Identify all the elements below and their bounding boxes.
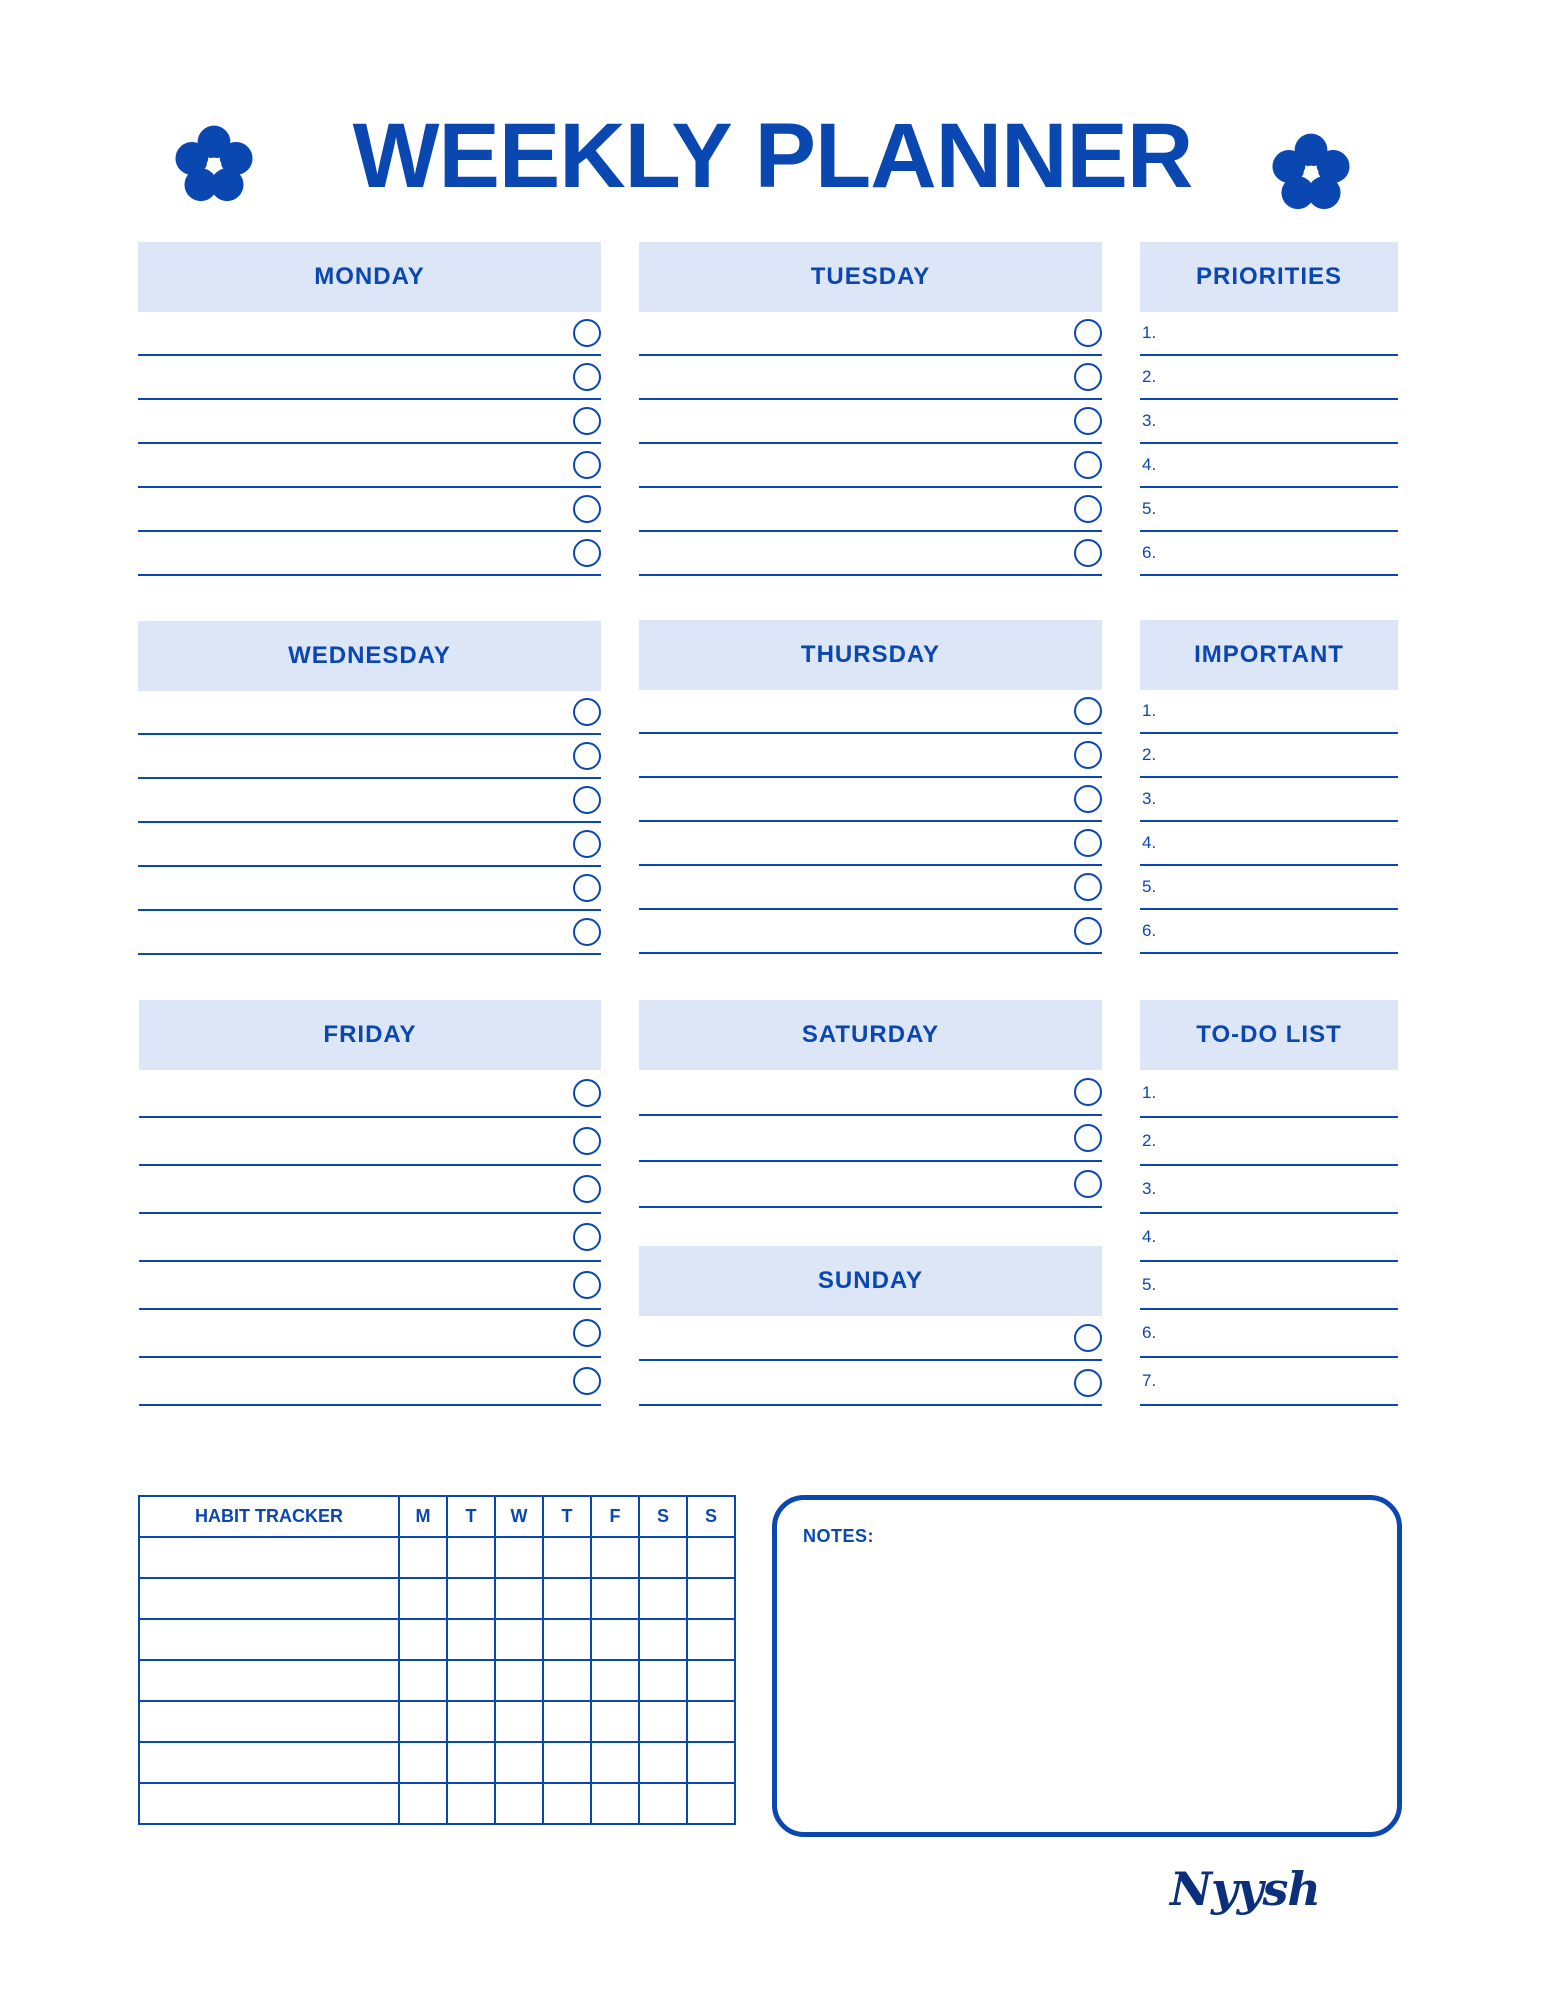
habit-check-cell[interactable] [687,1660,735,1701]
habit-check-cell[interactable] [591,1742,639,1783]
table-row [139,1619,735,1660]
task-line[interactable] [639,532,1102,576]
page-title: WEEKLY PLANNER [352,105,1193,207]
checkbox-circle-icon[interactable] [573,1271,601,1299]
checkbox-circle-icon[interactable] [573,830,601,858]
habit-day-header: T [447,1496,495,1537]
table-row [139,1660,735,1701]
checkbox-circle-icon[interactable] [573,786,601,814]
habit-name-cell[interactable] [139,1660,399,1701]
task-line[interactable] [139,1118,601,1166]
list-item[interactable]: 5. [1140,488,1398,532]
checkbox-circle-icon[interactable] [573,874,601,902]
checkbox-circle-icon[interactable] [573,918,601,946]
checkbox-circle-icon[interactable] [573,539,601,567]
habit-check-cell[interactable] [543,1537,591,1578]
task-line[interactable] [138,356,601,400]
thursday-header: THURSDAY [639,620,1102,690]
table-row [139,1537,735,1578]
task-line[interactable] [138,400,601,444]
task-line[interactable] [639,312,1102,356]
list-item[interactable]: 2. [1140,1118,1398,1166]
habit-check-cell[interactable] [495,1701,543,1742]
checkbox-circle-icon[interactable] [573,451,601,479]
wednesday-header: WEDNESDAY [138,621,601,691]
habit-name-cell[interactable] [139,1701,399,1742]
list-item[interactable]: 3. [1140,778,1398,822]
habit-check-cell[interactable] [687,1742,735,1783]
list-item[interactable]: 3. [1140,1166,1398,1214]
todo-header: TO-DO LIST [1140,1000,1398,1070]
habit-check-cell[interactable] [639,1783,687,1824]
habit-check-cell[interactable] [447,1701,495,1742]
task-line[interactable] [138,312,601,356]
checkbox-circle-icon[interactable] [1074,407,1102,435]
habit-check-cell[interactable] [543,1701,591,1742]
habit-check-cell[interactable] [495,1783,543,1824]
habit-check-cell[interactable] [399,1578,447,1619]
habit-name-cell[interactable] [139,1537,399,1578]
notes-label: NOTES: [803,1526,875,1546]
task-line[interactable] [639,1070,1102,1116]
task-line[interactable] [138,779,601,823]
habit-day-header: S [639,1496,687,1537]
habit-name-cell[interactable] [139,1742,399,1783]
list-item[interactable]: 2. [1140,734,1398,778]
list-item[interactable]: 4. [1140,1214,1398,1262]
list-item[interactable]: 3. [1140,400,1398,444]
habit-day-header: W [495,1496,543,1537]
task-line[interactable] [639,866,1102,910]
list-item[interactable]: 7. [1140,1358,1398,1406]
table-row [139,1578,735,1619]
task-line[interactable] [139,1070,601,1118]
checkbox-circle-icon[interactable] [1074,873,1102,901]
checkbox-circle-icon[interactable] [1074,1124,1102,1152]
checkbox-circle-icon[interactable] [573,1223,601,1251]
habit-check-cell[interactable] [447,1537,495,1578]
todo-section [1140,1000,1398,1406]
habit-check-cell[interactable] [591,1783,639,1824]
habit-check-cell[interactable] [399,1537,447,1578]
friday-section [139,1000,601,1406]
task-line[interactable] [138,532,601,576]
checkbox-circle-icon[interactable] [1074,917,1102,945]
checkbox-circle-icon[interactable] [573,1319,601,1347]
task-line[interactable] [138,735,601,779]
table-row [139,1783,735,1824]
habit-check-cell[interactable] [591,1619,639,1660]
checkbox-circle-icon[interactable] [1074,539,1102,567]
table-row [139,1742,735,1783]
habit-check-cell[interactable] [543,1619,591,1660]
habit-check-cell[interactable] [399,1701,447,1742]
habit-check-cell[interactable] [591,1701,639,1742]
priorities-section [1140,242,1398,576]
monday-header: MONDAY [138,242,601,312]
list-item[interactable]: 5. [1140,1262,1398,1310]
habit-check-cell[interactable] [687,1701,735,1742]
task-line[interactable] [639,400,1102,444]
wednesday-section [138,621,601,955]
important-section [1140,620,1398,954]
task-line[interactable] [639,910,1102,954]
list-item[interactable]: 6. [1140,910,1398,954]
habit-check-cell[interactable] [399,1783,447,1824]
habit-check-cell[interactable] [495,1742,543,1783]
friday-header: FRIDAY [139,1000,601,1070]
list-item[interactable]: 6. [1140,1310,1398,1358]
habit-day-header: T [543,1496,591,1537]
habit-check-cell[interactable] [447,1578,495,1619]
checkbox-circle-icon[interactable] [1074,1170,1102,1198]
habit-check-cell[interactable] [591,1578,639,1619]
checkbox-circle-icon[interactable] [1074,741,1102,769]
checkbox-circle-icon[interactable] [1074,697,1102,725]
checkbox-circle-icon[interactable] [1074,451,1102,479]
habit-check-cell[interactable] [399,1619,447,1660]
task-line[interactable] [639,734,1102,778]
checkbox-circle-icon[interactable] [1074,1369,1102,1397]
habit-check-cell[interactable] [495,1660,543,1701]
saturday-header: SATURDAY [639,1000,1102,1070]
habit-check-cell[interactable] [447,1742,495,1783]
checkbox-circle-icon[interactable] [1074,829,1102,857]
habit-check-cell[interactable] [399,1742,447,1783]
checkbox-circle-icon[interactable] [573,1127,601,1155]
task-line[interactable] [138,488,601,532]
task-line[interactable] [639,1116,1102,1162]
habit-check-cell[interactable] [543,1660,591,1701]
checkbox-circle-icon[interactable] [573,742,601,770]
task-line[interactable] [639,822,1102,866]
task-line[interactable] [139,1310,601,1358]
habit-check-cell[interactable] [543,1578,591,1619]
habit-check-cell[interactable] [591,1660,639,1701]
habit-check-cell[interactable] [399,1660,447,1701]
habit-check-cell[interactable] [639,1578,687,1619]
list-item[interactable]: 4. [1140,444,1398,488]
checkbox-circle-icon[interactable] [1074,495,1102,523]
list-item[interactable]: 6. [1140,532,1398,576]
habit-header-row [139,1496,735,1537]
sunday-header: SUNDAY [639,1246,1102,1316]
habit-check-cell[interactable] [447,1619,495,1660]
task-line[interactable] [639,778,1102,822]
brand-logo: Nyysh [1170,1862,1320,1916]
habit-check-cell[interactable] [591,1537,639,1578]
task-line[interactable] [639,488,1102,532]
saturday-section [639,1000,1102,1208]
checkbox-circle-icon[interactable] [1074,363,1102,391]
habit-tracker-table [138,1495,736,1825]
important-header: IMPORTANT [1140,620,1398,690]
task-line[interactable] [639,1162,1102,1208]
task-line[interactable] [139,1214,601,1262]
habit-check-cell[interactable] [639,1660,687,1701]
checkbox-circle-icon[interactable] [573,319,601,347]
habit-check-cell[interactable] [639,1619,687,1660]
habit-check-cell[interactable] [447,1660,495,1701]
list-item[interactable]: 1. [1140,690,1398,734]
habit-check-cell[interactable] [543,1783,591,1824]
habit-check-cell[interactable] [687,1783,735,1824]
habit-check-cell[interactable] [495,1619,543,1660]
task-line[interactable] [139,1358,601,1406]
monday-section [138,242,601,576]
task-line[interactable] [639,1361,1102,1406]
checkbox-circle-icon[interactable] [573,363,601,391]
thursday-section [639,620,1102,954]
checkbox-circle-icon[interactable] [573,1175,601,1203]
list-item[interactable]: 4. [1140,822,1398,866]
task-line[interactable] [138,691,601,735]
notes-box[interactable] [772,1495,1402,1837]
habit-check-cell[interactable] [639,1701,687,1742]
task-line[interactable] [139,1262,601,1310]
tuesday-header: TUESDAY [639,242,1102,312]
habit-check-cell[interactable] [687,1619,735,1660]
checkbox-circle-icon[interactable] [1074,319,1102,347]
task-line[interactable] [139,1166,601,1214]
task-line[interactable] [639,690,1102,734]
habit-name-cell[interactable] [139,1578,399,1619]
tuesday-section [639,242,1102,576]
sunday-section [639,1246,1102,1406]
checkbox-circle-icon[interactable] [1074,1324,1102,1352]
habit-name-cell[interactable] [139,1783,399,1824]
task-line[interactable] [138,867,601,911]
habit-check-cell[interactable] [639,1537,687,1578]
habit-name-cell[interactable] [139,1619,399,1660]
habit-check-cell[interactable] [495,1537,543,1578]
habit-day-header: S [687,1496,735,1537]
checkbox-circle-icon[interactable] [1074,1078,1102,1106]
habit-check-cell[interactable] [543,1742,591,1783]
priorities-header: PRIORITIES [1140,242,1398,312]
checkbox-circle-icon[interactable] [573,1079,601,1107]
habit-day-header: M [399,1496,447,1537]
checkbox-circle-icon[interactable] [573,407,601,435]
list-item[interactable]: 1. [1140,312,1398,356]
checkbox-circle-icon[interactable] [573,495,601,523]
habit-tracker-title: HABIT TRACKER [139,1496,399,1537]
habit-check-cell[interactable] [687,1578,735,1619]
habit-check-cell[interactable] [687,1537,735,1578]
table-row [139,1701,735,1742]
habit-day-header: F [591,1496,639,1537]
list-item[interactable]: 1. [1140,1070,1398,1118]
checkbox-circle-icon[interactable] [573,698,601,726]
checkbox-circle-icon[interactable] [573,1367,601,1395]
task-line[interactable] [138,823,601,867]
habit-check-cell[interactable] [447,1783,495,1824]
list-item[interactable]: 5. [1140,866,1398,910]
task-line[interactable] [639,356,1102,400]
habit-check-cell[interactable] [639,1742,687,1783]
habit-check-cell[interactable] [495,1578,543,1619]
checkbox-circle-icon[interactable] [1074,785,1102,813]
task-line[interactable] [138,911,601,955]
task-line[interactable] [639,444,1102,488]
list-item[interactable]: 2. [1140,356,1398,400]
task-line[interactable] [138,444,601,488]
task-line[interactable] [639,1316,1102,1361]
